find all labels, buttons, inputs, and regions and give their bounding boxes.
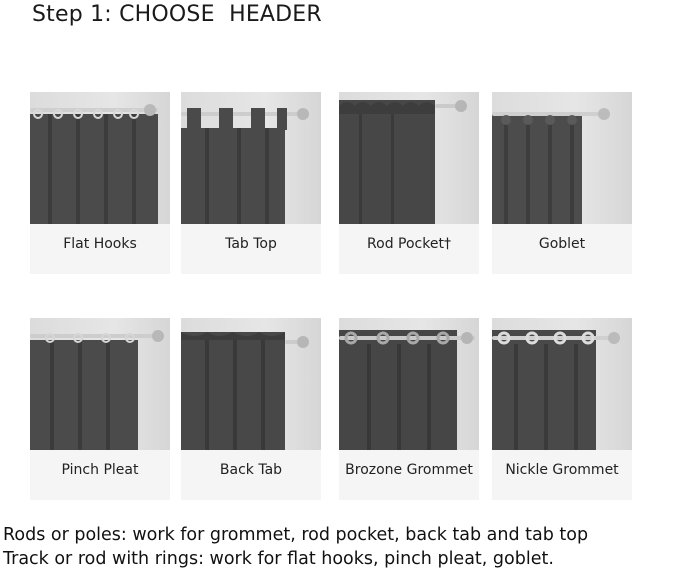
header-label: Pinch Pleat bbox=[61, 462, 139, 478]
flat-hooks-curtain-icon bbox=[30, 92, 170, 224]
bronze-grommet-curtain-icon bbox=[339, 318, 479, 450]
header-option-pinch-pleat[interactable] bbox=[30, 318, 170, 500]
header-option-flat-hooks[interactable] bbox=[30, 92, 170, 274]
back-tab-curtain-icon bbox=[181, 318, 321, 450]
tab-top-curtain-icon bbox=[181, 92, 321, 224]
header-label: Brozone Grommet bbox=[345, 462, 473, 478]
rod-pocket-curtain-icon bbox=[339, 92, 479, 224]
header-label: Rod Pocket† bbox=[367, 236, 451, 252]
header-option-rod-pocket[interactable] bbox=[339, 92, 479, 274]
header-label: Goblet bbox=[538, 236, 586, 252]
goblet-curtain-icon bbox=[492, 92, 632, 224]
header-label: Nickle Grommet bbox=[505, 462, 619, 478]
pinch-pleat-curtain-icon bbox=[30, 318, 170, 450]
header-option-back-tab[interactable] bbox=[181, 318, 321, 500]
header-label: Tab Top bbox=[225, 236, 277, 252]
header-option-brozone-grommet[interactable] bbox=[339, 318, 479, 500]
note-track-rings: Track or rod with rings: work for flat hooks, pinch pleat, goblet. bbox=[3, 549, 554, 569]
nickel-grommet-curtain-icon bbox=[492, 318, 632, 450]
header-option-nickle-grommet[interactable] bbox=[492, 318, 632, 500]
page-title: Step 1: CHOOSE HEADER bbox=[32, 2, 322, 27]
compatibility-notes bbox=[3, 523, 588, 571]
header-option-goblet[interactable] bbox=[492, 92, 632, 274]
note-rods-poles: Rods or poles: work for grommet, rod pocket, back tab and tab top bbox=[3, 525, 589, 545]
header-option-tab-top[interactable] bbox=[181, 92, 321, 274]
header-label: Flat Hooks bbox=[63, 236, 137, 252]
header-label: Back Tab bbox=[219, 462, 283, 478]
